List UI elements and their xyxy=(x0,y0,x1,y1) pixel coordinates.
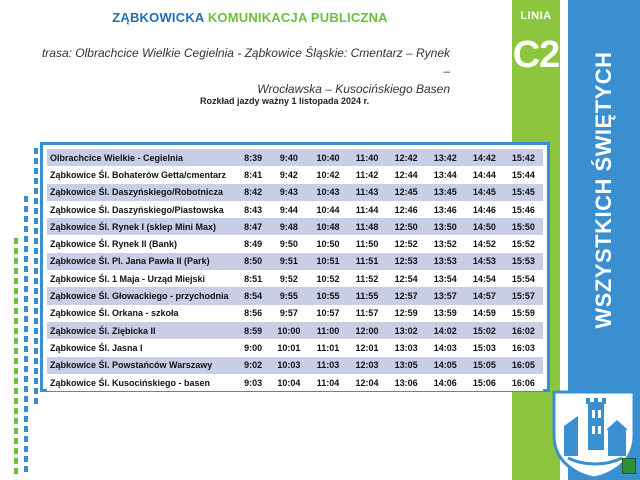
schedule-row xyxy=(47,253,543,270)
schedule-row xyxy=(47,201,543,218)
departure-time: 12:04 xyxy=(348,374,387,391)
departure-time: 16:06 xyxy=(504,374,543,391)
departure-time: 16:05 xyxy=(504,357,543,374)
schedule-row xyxy=(47,357,543,374)
departure-time: 15:06 xyxy=(465,374,504,391)
departure-time: 15:03 xyxy=(465,339,504,356)
departure-time: 8:42 xyxy=(237,184,269,201)
departure-time: 11:04 xyxy=(308,374,347,391)
departure-time: 11:01 xyxy=(308,339,347,356)
departure-time: 16:02 xyxy=(504,322,543,339)
departure-time: 12:59 xyxy=(387,305,426,322)
departure-time: 15:53 xyxy=(504,253,543,270)
departure-time: 13:42 xyxy=(426,149,465,166)
departure-time: 13:05 xyxy=(387,357,426,374)
departure-time: 10:55 xyxy=(308,287,347,304)
departure-time: 14:57 xyxy=(465,287,504,304)
departure-time: 13:53 xyxy=(426,253,465,270)
departure-time: 10:01 xyxy=(269,339,308,356)
schedule-frame xyxy=(40,142,550,392)
departure-time: 14:03 xyxy=(426,339,465,356)
departure-time: 15:42 xyxy=(504,149,543,166)
departure-time: 14:50 xyxy=(465,218,504,235)
title-part-1: ZĄBKOWICKA xyxy=(112,10,205,25)
departure-time: 10:44 xyxy=(308,201,347,218)
departure-time: 8:49 xyxy=(237,235,269,252)
line-label: LINIA xyxy=(520,10,552,22)
departure-time: 16:03 xyxy=(504,339,543,356)
departure-time: 10:04 xyxy=(269,374,308,391)
departure-time: 14:02 xyxy=(426,322,465,339)
schedule-row xyxy=(47,166,543,183)
stop-name: Ząbkowice Śl. Rynek I (sklep Mini Max) xyxy=(47,218,237,235)
departure-time: 8:41 xyxy=(237,166,269,183)
departure-time: 12:00 xyxy=(348,322,387,339)
schedule-row xyxy=(47,287,543,304)
departure-time: 11:57 xyxy=(348,305,387,322)
departure-time: 8:43 xyxy=(237,201,269,218)
stop-name: Ząbkowice Śl. Orkana - szkoła xyxy=(47,305,237,322)
departure-time: 14:52 xyxy=(465,235,504,252)
departure-time: 13:03 xyxy=(387,339,426,356)
schedule-row xyxy=(47,184,543,201)
departure-time: 9:42 xyxy=(269,166,308,183)
departure-time: 11:43 xyxy=(348,184,387,201)
departure-time: 12:44 xyxy=(387,166,426,183)
departure-time: 10:42 xyxy=(308,166,347,183)
departure-time: 13:54 xyxy=(426,270,465,287)
departure-time: 15:45 xyxy=(504,184,543,201)
page-title xyxy=(0,10,500,25)
departure-time: 8:47 xyxy=(237,218,269,235)
departure-time: 8:50 xyxy=(237,253,269,270)
departure-time: 14:42 xyxy=(465,149,504,166)
departure-time: 11:03 xyxy=(308,357,347,374)
schedule-row xyxy=(47,270,543,287)
departure-time: 12:42 xyxy=(387,149,426,166)
route-line-2: Wrocławska – Kusocińskiego Basen xyxy=(257,82,450,96)
schedule-row xyxy=(47,322,543,339)
schedule-table xyxy=(47,149,543,391)
departure-time: 14:53 xyxy=(465,253,504,270)
departure-time: 15:52 xyxy=(504,235,543,252)
decor-dots-blue-2 xyxy=(34,148,38,408)
departure-time: 10:51 xyxy=(308,253,347,270)
stop-name: Ząbkowice Śl. Powstańców Warszawy xyxy=(47,357,237,374)
line-number: C2 xyxy=(512,34,560,76)
departure-time: 13:02 xyxy=(387,322,426,339)
stop-name: Ząbkowice Śl. Rynek II (Bank) xyxy=(47,235,237,252)
stop-name: Ząbkowice Śl. Głowackiego - przychodnia xyxy=(47,287,237,304)
departure-time: 13:59 xyxy=(426,305,465,322)
schedule-row xyxy=(47,235,543,252)
title-part-2: KOMUNIKACJA PUBLICZNA xyxy=(207,10,388,25)
schedule-row xyxy=(47,374,543,391)
departure-time: 14:05 xyxy=(426,357,465,374)
departure-time: 13:50 xyxy=(426,218,465,235)
departure-time: 15:44 xyxy=(504,166,543,183)
departure-time: 14:54 xyxy=(465,270,504,287)
departure-time: 10:50 xyxy=(308,235,347,252)
departure-time: 8:54 xyxy=(237,287,269,304)
departure-time: 12:53 xyxy=(387,253,426,270)
decor-dots-green xyxy=(14,238,18,478)
route-description xyxy=(40,44,450,98)
stop-name: Ząbkowice Śl. 1 Maja - Urząd Miejski xyxy=(47,270,237,287)
departure-time: 9:40 xyxy=(269,149,308,166)
departure-time: 12:46 xyxy=(387,201,426,218)
stop-name: Ząbkowice Śl. Ziębicka II xyxy=(47,322,237,339)
departure-time: 8:39 xyxy=(237,149,269,166)
departure-time: 15:57 xyxy=(504,287,543,304)
departure-time: 9:03 xyxy=(237,374,269,391)
schedule-row xyxy=(47,305,543,322)
departure-time: 11:55 xyxy=(348,287,387,304)
departure-time: 12:50 xyxy=(387,218,426,235)
validity-note: Rozkład jazdy ważny 1 listopada 2024 r. xyxy=(200,96,370,106)
departure-time: 8:51 xyxy=(237,270,269,287)
departure-time: 14:59 xyxy=(465,305,504,322)
departure-time: 14:46 xyxy=(465,201,504,218)
departure-time: 11:42 xyxy=(348,166,387,183)
departure-time: 11:52 xyxy=(348,270,387,287)
departure-time: 9:51 xyxy=(269,253,308,270)
footer-logo-icon xyxy=(622,458,636,474)
departure-time: 14:45 xyxy=(465,184,504,201)
departure-time: 9:48 xyxy=(269,218,308,235)
departure-time: 15:46 xyxy=(504,201,543,218)
departure-time: 15:54 xyxy=(504,270,543,287)
departure-time: 11:00 xyxy=(308,322,347,339)
departure-time: 9:02 xyxy=(237,357,269,374)
departure-time: 10:52 xyxy=(308,270,347,287)
departure-time: 11:48 xyxy=(348,218,387,235)
departure-time: 12:52 xyxy=(387,235,426,252)
departure-time: 10:57 xyxy=(308,305,347,322)
departure-time: 10:48 xyxy=(308,218,347,235)
departure-time: 9:52 xyxy=(269,270,308,287)
departure-time: 9:00 xyxy=(237,339,269,356)
departure-time: 9:55 xyxy=(269,287,308,304)
departure-time: 12:45 xyxy=(387,184,426,201)
departure-time: 10:40 xyxy=(308,149,347,166)
departure-time: 15:05 xyxy=(465,357,504,374)
departure-time: 11:44 xyxy=(348,201,387,218)
departure-time: 13:57 xyxy=(426,287,465,304)
stop-name: Ząbkowice Śl. Daszyńskiego/Piastowska xyxy=(47,201,237,218)
departure-time: 12:01 xyxy=(348,339,387,356)
departure-time: 9:57 xyxy=(269,305,308,322)
departure-time: 13:52 xyxy=(426,235,465,252)
departure-time: 15:50 xyxy=(504,218,543,235)
departure-time: 9:44 xyxy=(269,201,308,218)
departure-time: 13:44 xyxy=(426,166,465,183)
departure-time: 10:00 xyxy=(269,322,308,339)
stop-name: Ząbkowice Śl. Pl. Jana Pawła II (Park) xyxy=(47,253,237,270)
departure-time: 12:54 xyxy=(387,270,426,287)
departure-time: 15:02 xyxy=(465,322,504,339)
departure-time: 12:03 xyxy=(348,357,387,374)
departure-time: 15:59 xyxy=(504,305,543,322)
departure-time: 9:43 xyxy=(269,184,308,201)
departure-time: 8:56 xyxy=(237,305,269,322)
decor-dots-blue xyxy=(24,196,28,476)
departure-time: 11:40 xyxy=(348,149,387,166)
banner-text: WSZYSTKICH ŚWIĘTYCH xyxy=(591,51,616,329)
route-line-1: trasa: Olbrachcice Wielkie Cegielnia - Ząbkowice Śląskie: Cmentarz – Rynek – xyxy=(41,46,450,78)
departure-time: 13:46 xyxy=(426,201,465,218)
departure-time: 14:06 xyxy=(426,374,465,391)
departure-time: 10:43 xyxy=(308,184,347,201)
departure-time: 8:59 xyxy=(237,322,269,339)
departure-time: 14:44 xyxy=(465,166,504,183)
stop-name: Olbrachcice Wielkie - Cegielnia xyxy=(47,149,237,166)
schedule-row xyxy=(47,149,543,166)
stop-name: Ząbkowice Śl. Kusocińskiego - basen xyxy=(47,374,237,391)
departure-time: 13:45 xyxy=(426,184,465,201)
departure-time: 9:50 xyxy=(269,235,308,252)
departure-time: 10:03 xyxy=(269,357,308,374)
departure-time: 11:50 xyxy=(348,235,387,252)
schedule-row xyxy=(47,218,543,235)
departure-time: 13:06 xyxy=(387,374,426,391)
schedule-row xyxy=(47,339,543,356)
stop-name: Ząbkowice Śl. Daszyńskiego/Robotnicza xyxy=(47,184,237,201)
stop-name: Ząbkowice Śl. Jasna I xyxy=(47,339,237,356)
departure-time: 11:51 xyxy=(348,253,387,270)
stop-name: Ząbkowice Śl. Bohaterów Getta/cmentarz xyxy=(47,166,237,183)
departure-time: 12:57 xyxy=(387,287,426,304)
